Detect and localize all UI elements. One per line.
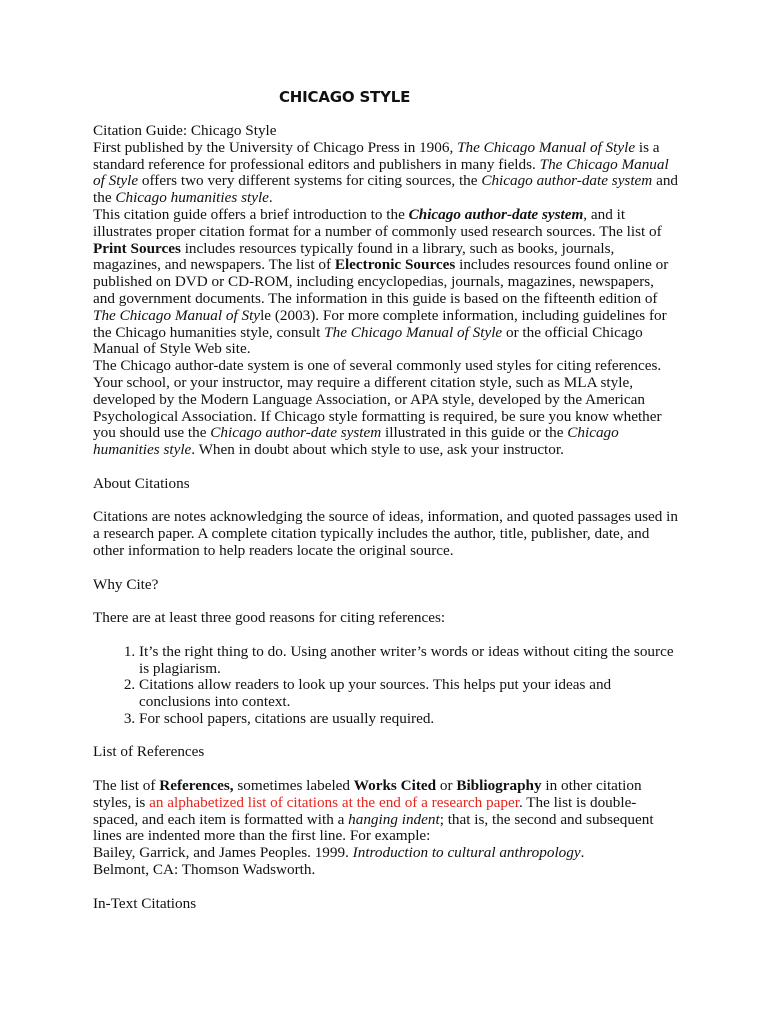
list-of-references-heading: List of References: [93, 743, 205, 761]
in-text-citations-heading: In-Text Citations: [93, 894, 197, 912]
why-cite-intro: There are at least three good reasons for citing references:: [93, 609, 446, 627]
list-item: 2. Citations allow readers to look up your sources. This helps put your ideas and conclusions into context.: [139, 677, 678, 711]
guide-overview-paragraph: This citation guide offers a brief introduction to the Chicago author-date system, and it illustrates proper citation format for a number of commonly used research sources. The list of Print Sources includes resources typically found in a library, such as books, journals, magazines, and newspapers. The list of Electronic Sources includes resources found online or published on DVD or CD-ROM, including encyclopedias, journals, magazines, newspapers, and government documents. The information in this guide is based on the fifteenth edition of The Chicago Manual of Style (2003). For more complete information, including guidelines for the Chicago humanities style, consult The Chicago Manual of Style or the official Chicago Manual of Style Web site.: [93, 205, 669, 358]
reasons-list: [93, 644, 678, 728]
page-title: CHICAGO STYLE: [279, 88, 411, 106]
why-cite-heading: Why Cite?: [93, 575, 159, 593]
references-paragraph: The list of References, sometimes labeled Works Cited or Bibliography in other citation styles, is an alphabetized list of citations at the end of a research paper. The list is double-spaced, and each item is formatted with a hanging indent; that is, the second and subsequent lines are indented more than the first line. For example:: [93, 777, 654, 845]
list-item: 3. For school papers, citations are usually required.: [139, 711, 678, 728]
guide-title-line: Citation Guide: Chicago Style: [93, 122, 277, 139]
about-citations-heading: About Citations: [93, 474, 190, 492]
styles-paragraph: The Chicago author-date system is one of several commonly used styles for citing references. Your school, or your instructor, may require a different citation style, such as MLA style, developed by the Modern Language Association, or APA style, developed by the American Psychological Association. If Chicago style formatting is required, be sure you know whether you should use the Chicago author-date system illustrated in this guide or the Chicago humanities style. When in doubt about which style to use, ask your instructor.: [93, 357, 662, 459]
example-citation-line-1: Bailey, Garrick, and James Peoples. 1999. Introduction to cultural anthropology.: [93, 844, 585, 862]
about-citations-text: Citations are notes acknowledging the source of ideas, information, and quoted passages used in a research paper. A complete citation typically includes the author, title, publisher, date, and other information to help readers locate the original source.: [93, 508, 678, 559]
intro-paragraph: Citation Guide: Chicago Style First published by the University of Chicago Press in 1906, The Chicago Manual of Style is a standard reference for professional editors and publishers in many fields. The Chicago Manual of Style offers two very different systems for citing sources, the Chicago author-date system and the Chicago humanities style.: [93, 122, 679, 207]
list-item: 1. It’s the right thing to do. Using another writer’s words or ideas without citing the source is plagiarism.: [139, 644, 678, 678]
example-citation-line-2: Belmont, CA: Thomson Wadsworth.: [93, 861, 316, 879]
highlighted-definition: an alphabetized list of citations at the end of a research paper: [149, 793, 519, 811]
document-body: [93, 123, 678, 912]
